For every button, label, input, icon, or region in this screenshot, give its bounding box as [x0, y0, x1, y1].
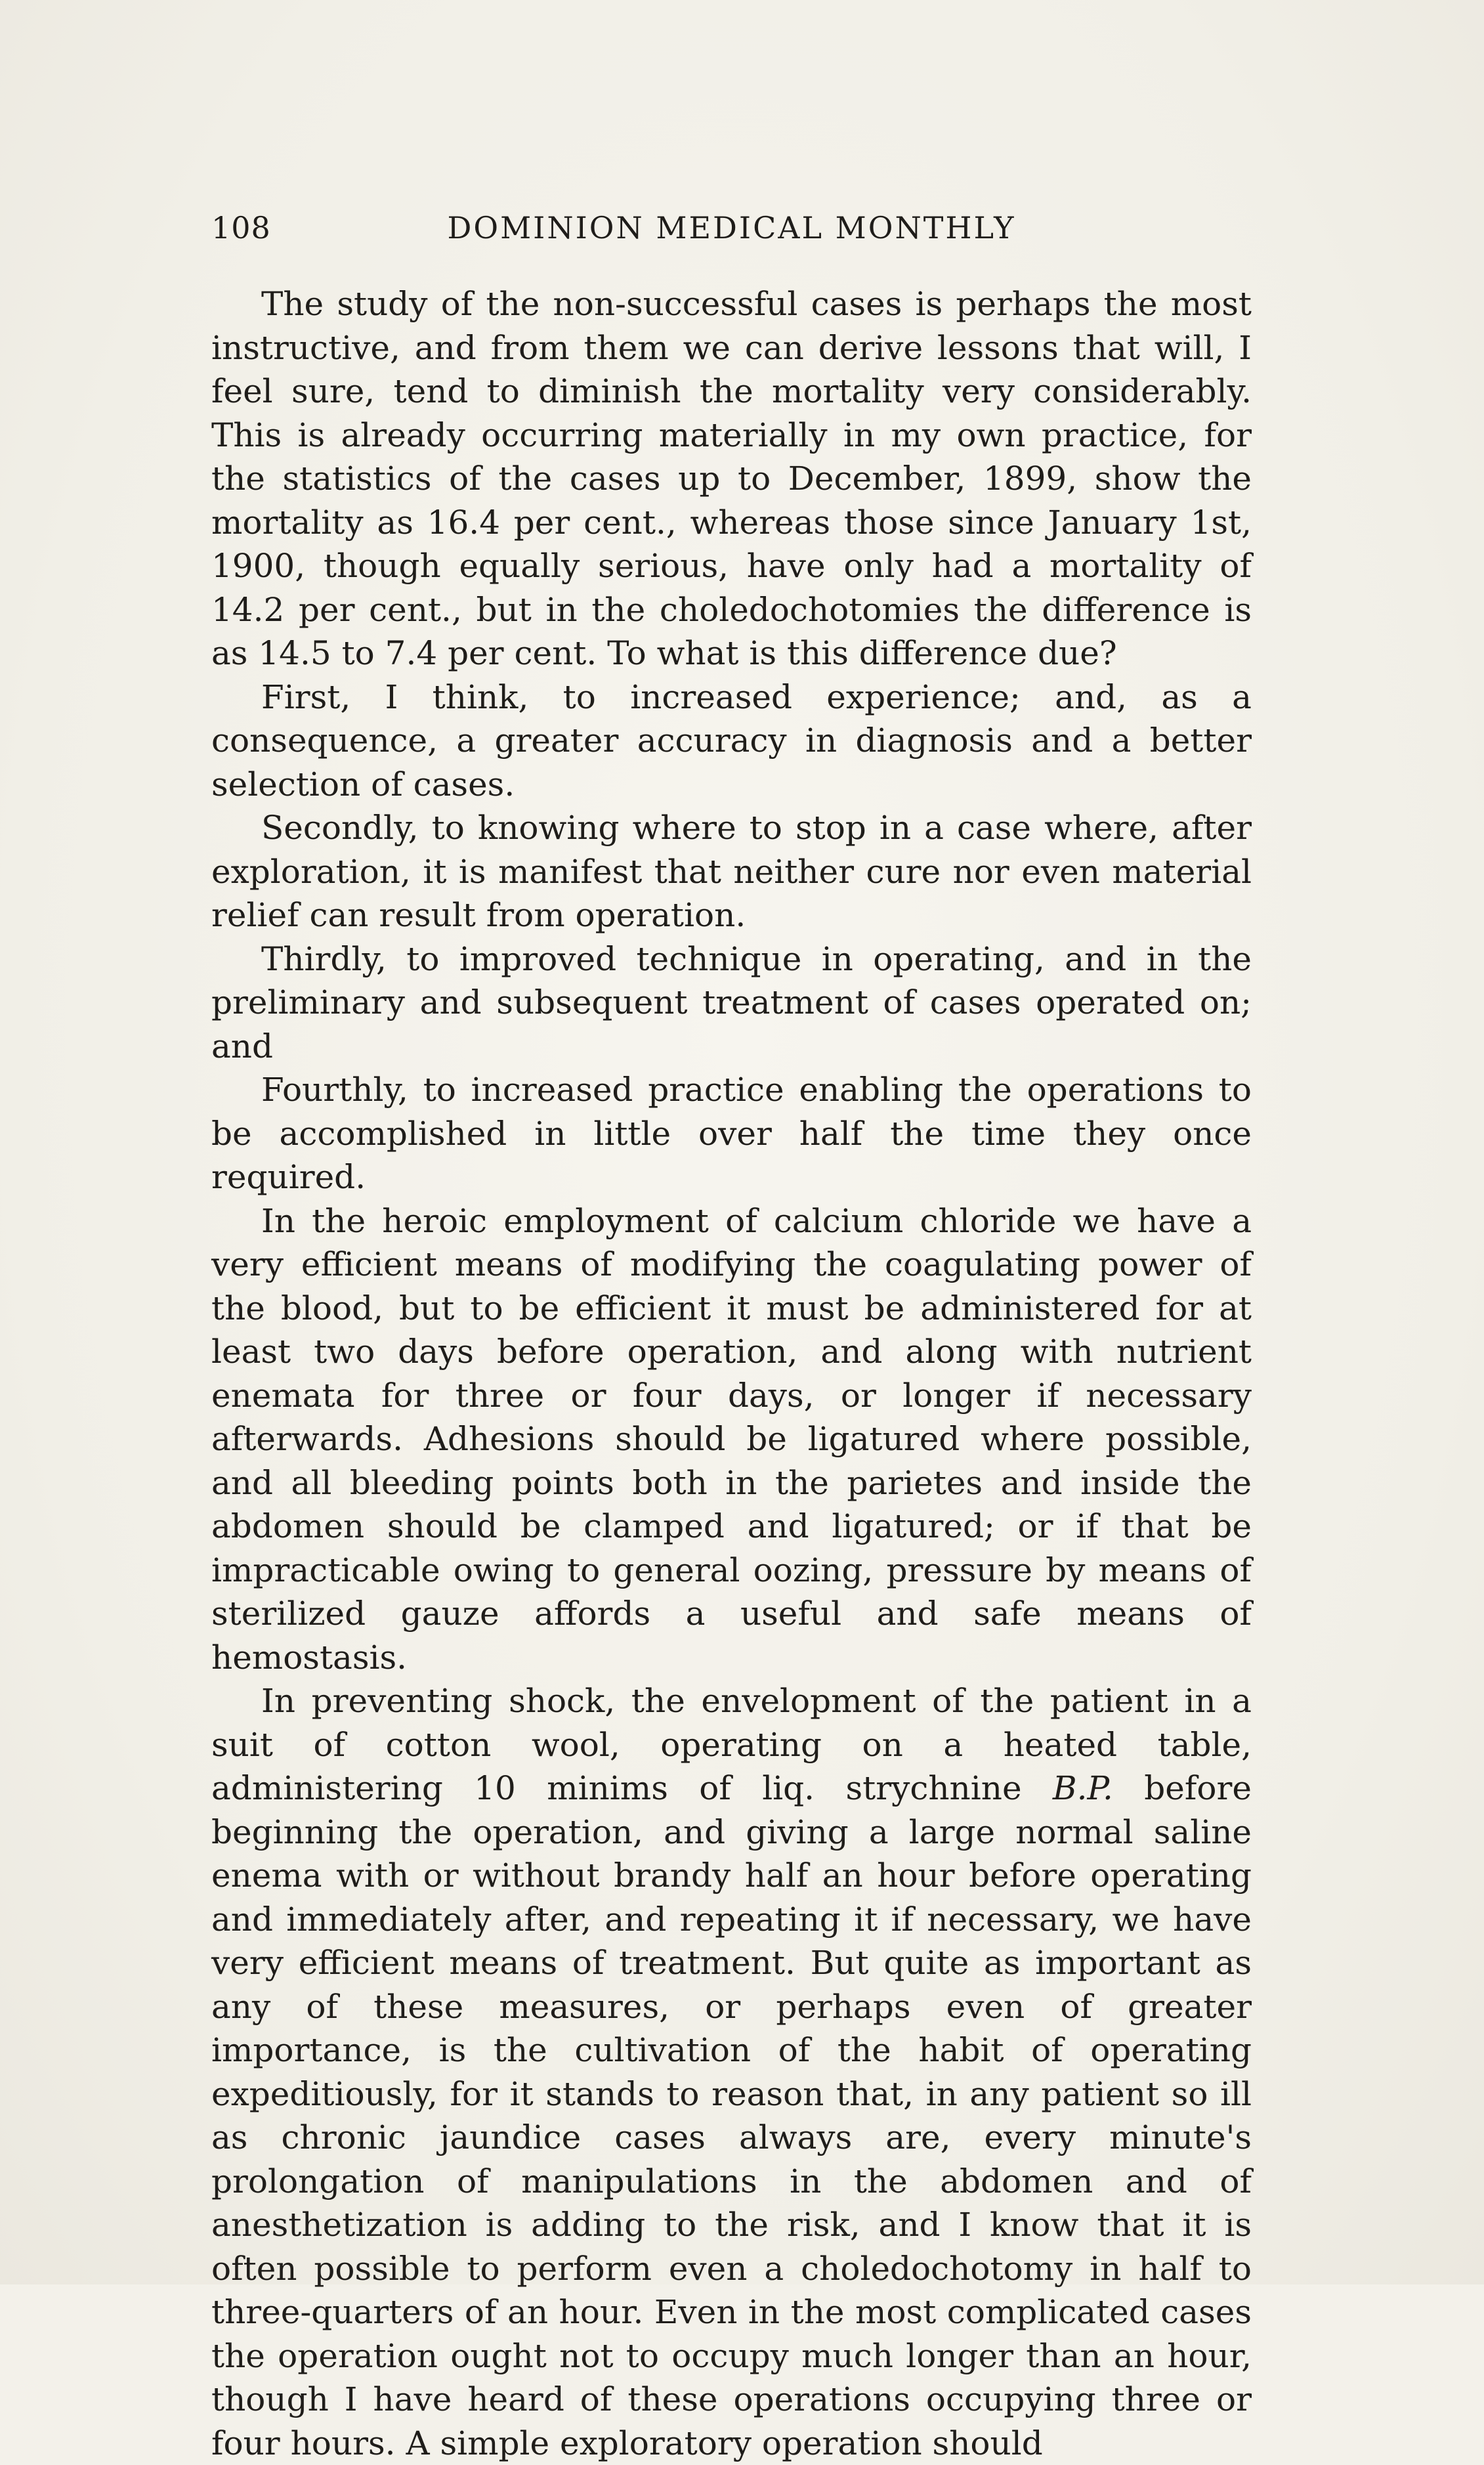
page-number: 108: [211, 210, 271, 246]
paragraph-text: In preventing shock, the envelopment of the patient in a suit of cotton wool, operating on a heated table, administering 10 minims of liq. strychnine: [211, 1682, 1252, 1807]
italic-abbreviation: B.P.: [1052, 1769, 1113, 1807]
running-title: DOMINION MEDICAL MONTHLY: [447, 210, 1016, 246]
paragraph: Secondly, to knowing where to stop in a case where, after exploration, it is manifest that neither cure nor even material relief can result from operation.: [211, 809, 1252, 934]
paragraph: Thirdly, to improved technique in operating, and in the preliminary and subsequent treatment of cases operated on; and: [211, 939, 1252, 1065]
paragraph: [211, 1679, 1252, 2465]
body-text: [211, 282, 1252, 2465]
text-block: [211, 210, 1252, 2465]
paragraph: The study of the non-successful cases is perhaps the most instructive, and from them we can derive lessons that will, I feel sure, tend to diminish the mortality very considerably. This is already occurring materially in my own practice, for the statistics of the cases up to December, 1899, show the mortality as 16.4 per cent., whereas those since January 1st, 1900, though equally serious, have only had a mortality of 14.2 per cent., but in the choledochotomies the difference is as 14.5 to 7.4 per cent. To what is this difference due?: [211, 285, 1252, 672]
paragraph: Fourthly, to increased practice enabling the operations to be accomplished in little over half the time they once required.: [211, 1071, 1252, 1196]
paragraph-text: before beginning the operation, and giving a large normal saline enema with or without brandy half an hour before operating and immediately after, and repeating it if necessary, we have very efficient means of treatment. But quite as important as any of these measures, or perhaps even of greater importance, is the cultivation of the habit of operating expeditiously, for it stands to reason that, in any patient so ill as chronic jaundice cases always are, every minute's prolongation of manipulations in the abdomen and of anesthetization is adding to the risk, and I know that it is often possible to perform even a choledochotomy in half to three-quarters of an hour. Even in the most complicated cases the operation ought not to occupy much longer than an hour, though I have heard of these operations occupying three or four hours. A simple exploratory operation should: [211, 1769, 1252, 2462]
paragraph: In the heroic employment of calcium chloride we have a very efficient means of modifying the coagulating power of the blood, but to be efficient it must be administered for at least two days before operation, and along with nutrient enemata for three or four days, or longer if necessary afterwards. Adhesions should be ligatured where possible, and all bleeding points both in the parietes and inside the abdomen should be clamped and ligatured; or if that be impracticable owing to general oozing, pressure by means of sterilized gauze affords a useful and safe means of hemostasis.: [211, 1201, 1252, 1677]
page-header: [211, 210, 1252, 256]
paragraph: First, I think, to increased experience; and, as a consequence, a greater accuracy in diagnosis and a better selection of cases.: [211, 677, 1252, 804]
